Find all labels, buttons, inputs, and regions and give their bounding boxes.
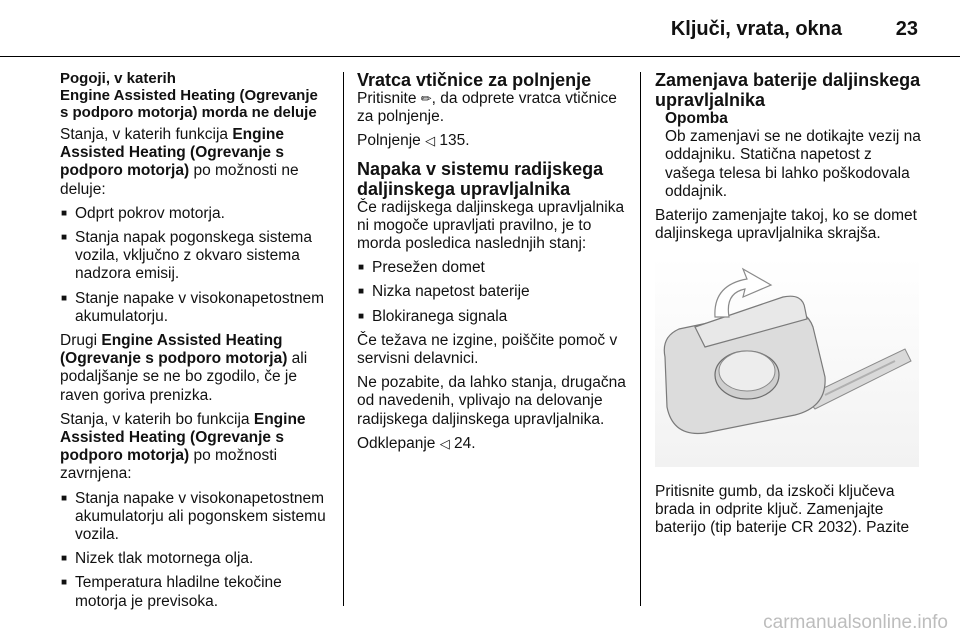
bold-term: Engine Assisted Heating (Ogrevanje s podporo motorja) <box>60 410 306 465</box>
text: Pritisnite <box>357 90 421 107</box>
note-text: Ob zamenjavi se ne dotikajte vezij na oddajniku. Statična napetost z vašega telesa bi lahko poškodovala oddajnik. <box>665 128 921 200</box>
key-battery-illustration <box>655 257 919 467</box>
note-title: Opomba <box>665 110 728 127</box>
section-heading: Napaka v sistemu radijskega daljinskega upravljalnika <box>357 158 604 199</box>
column-left <box>60 70 328 617</box>
bold-term: Engine Assisted Heating (Ogrevanje s podporo motorja) <box>60 126 284 180</box>
reference-arrow-icon: ◁ <box>439 435 450 451</box>
column-divider <box>640 72 641 606</box>
text: Polnjenje <box>357 132 426 150</box>
text: , da odprete vratca vtičnice za polnjenje. <box>357 90 617 126</box>
list-item: ■ Blokiranega signala <box>357 308 627 326</box>
paragraph <box>357 435 627 453</box>
list-item: ■ Presežen domet <box>357 259 627 277</box>
paragraph <box>60 126 328 199</box>
bullet-list <box>60 490 328 611</box>
paragraph: Pritisnite gumb, da izskoči ključeva brada in odprite ključ. Zamenjajte baterijo (tip baterije CR 2032). Pazite <box>655 482 910 537</box>
note-box <box>655 110 925 201</box>
paragraph: Če radijskega daljinskega upravljalnika ni mogoče upravljati pravilno, je to morda posledica naslednjih stanj: <box>357 198 625 253</box>
section-heading <box>60 70 328 121</box>
text: po možnosti ne deluje: <box>60 162 299 198</box>
text: Stanja, v katerih funkcija <box>60 126 233 143</box>
list-item: ■ Temperatura hladilne tekočine motorja je previsoka. <box>60 574 328 610</box>
reference-arrow-icon: ◁ <box>425 133 436 149</box>
list-item: ■ Nizek tlak motornega olja. <box>60 550 328 568</box>
column-middle <box>357 70 627 459</box>
column-right <box>655 70 925 543</box>
paragraph <box>357 90 627 126</box>
list-item: ■ Nizka napetost baterije <box>357 283 627 301</box>
list-item: ■ Stanja napak pogonskega sistema vozila, vključno z okvaro sistema nadzora emisij. <box>60 229 328 284</box>
section-heading: Zamenjava baterije daljinskega upravljalnika <box>655 70 921 110</box>
bold-term: Engine Assisted Heating (Ogrevanje s podporo motorja) <box>60 332 288 368</box>
paragraph <box>60 411 328 484</box>
paragraph <box>60 332 328 405</box>
page-footer <box>0 608 960 642</box>
paragraph: Baterijo zamenjajte takoj, ko se domet daljinskega upravljalnika skrajša. <box>655 207 917 243</box>
list-item: ■ Odprt pokrov motorja. <box>60 205 328 223</box>
page-reference: 135. <box>435 132 470 150</box>
bullet-list <box>60 205 328 326</box>
bullet-list <box>357 259 627 326</box>
list-item: ■ Stanja napake v visokonapetostnem akumulatorju ali pogonskem sistemu vozila. <box>60 490 328 545</box>
page-header <box>0 0 960 56</box>
paragraph: Če težava ne izgine, poiščite pomoč v servisni delavnici. <box>357 331 618 368</box>
watermark: carmanualsonline.info <box>763 612 948 633</box>
list-item: ■ Stanje napake v visokonapetostnem akumulatorju. <box>60 290 328 326</box>
text: ali podaljšanje se ne bo zgodilo, če je raven goriva prenizka. <box>60 350 308 404</box>
paragraph <box>357 132 627 150</box>
page-number: 23 <box>895 18 918 40</box>
page-title: Ključi, vrata, okna <box>670 18 842 40</box>
section-heading: Vratca vtičnice za polnjenje <box>357 70 592 90</box>
text: Drugi <box>60 332 102 350</box>
text: po možnosti zavrnjena: <box>60 447 278 483</box>
heading-line-2: Engine Assisted Heating (Ogrevanje s podporo motorja) morda ne deluje <box>60 87 318 121</box>
heading-line-1: Pogoji, v katerih <box>60 70 176 87</box>
column-divider <box>343 72 344 606</box>
text: Stanja, v katerih bo funkcija <box>60 410 254 428</box>
header-rule <box>0 56 960 57</box>
charge-port-icon: ✏ <box>420 91 432 106</box>
page-reference: 24. <box>449 434 476 452</box>
paragraph: Ne pozabite, da lahko stanja, drugačna od navedenih, vplivajo na delovanje radijskega daljinskega upravljalnika. <box>357 374 626 428</box>
text: Odklepanje <box>357 434 440 452</box>
